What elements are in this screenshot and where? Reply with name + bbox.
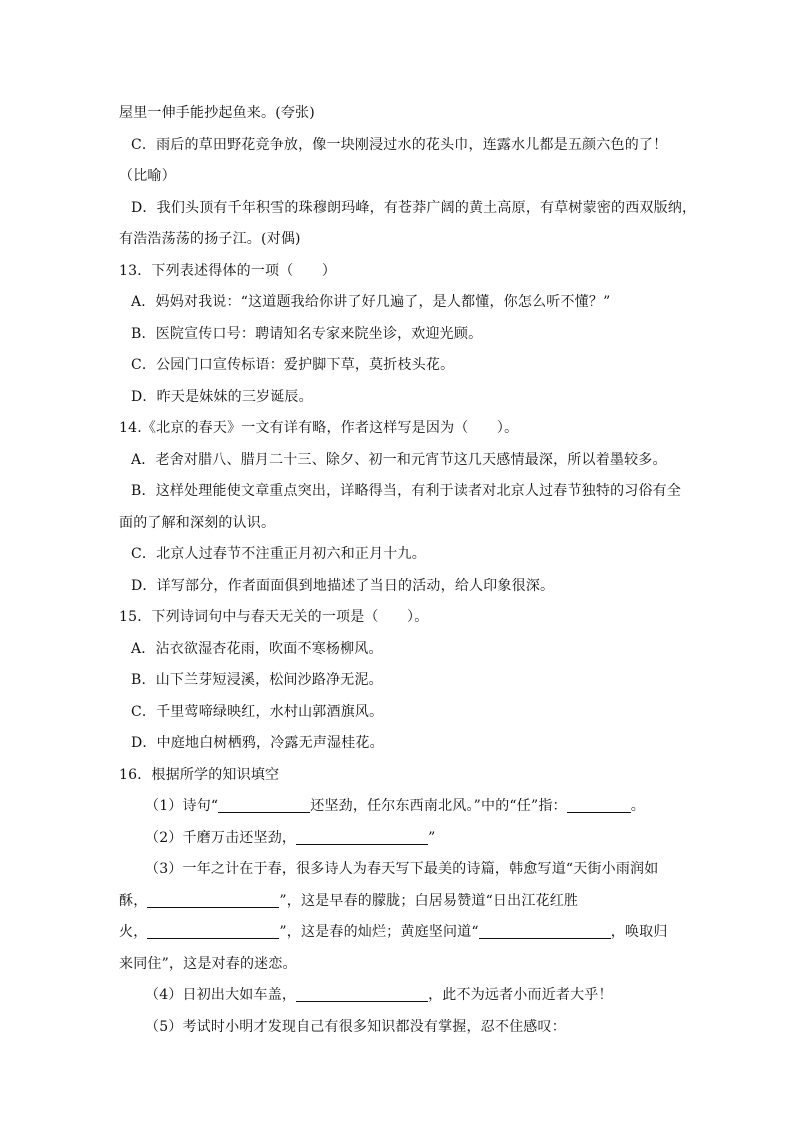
q16-item-3-line-4: 来同住”，这是对春的迷恋。 — [119, 956, 297, 972]
answer-blank[interactable] — [147, 923, 279, 939]
answer-blank[interactable] — [218, 797, 310, 813]
q16-item-3-line-1: （3）一年之计在于春，很多诗人为春天写下最美的诗篇，韩愈写道“天街小雨润如 — [145, 861, 659, 877]
q14-option-a: A．老舍对腊八、腊月二十三、除夕、初一和元宵节这几天感情最深，所以着墨较多。 — [131, 452, 667, 468]
q14-option-b: B．这样处理能使文章重点突出，详略得当，有利于读者对北京人过春节独特的习俗有全 — [131, 483, 682, 499]
q14-option-d: D．详写部分，作者面面俱到地描述了当日的活动，给人印象很深。 — [131, 578, 555, 594]
question-16-stem: 16．根据所学的知识填空 — [119, 767, 280, 783]
q16-item-3-line-3: 火， ”，这是春的灿烂；黄庭坚问道“ ，唤取归 — [119, 924, 668, 940]
option-b-cont: 屋里一伸手能抄起鱼来。(夸张) — [119, 105, 315, 121]
option-c-cont: （比喻） — [119, 168, 176, 184]
q16-item-3-line-2: 酥， ”，这是早春的朦胧；白居易赞道“日出江花红胜 — [119, 893, 579, 909]
answer-blank[interactable] — [147, 892, 279, 908]
q16-item-5: （5）考试时小明才发现自己有很多知识都没有掌握，忍不住感叹： — [145, 1019, 566, 1035]
question-15-stem: 15．下列诗词句中与春天无关的一项是（ ）。 — [119, 609, 429, 625]
q16-2-text-b: ” — [428, 830, 436, 846]
q16-2-text-a: （2）千磨万击还坚劲， — [145, 830, 297, 846]
q14-option-c: C．北京人过春节不注重正月初六和正月十九。 — [131, 546, 426, 562]
answer-blank[interactable] — [296, 986, 428, 1002]
q14-option-b-cont: 面的了解和深刻的认识。 — [119, 515, 276, 531]
q15-option-b: B．山下兰芽短浸溪，松间沙路净无泥。 — [131, 672, 383, 688]
option-c-text: C．雨后的草田野花竞争放，像一块刚浸过水的花头巾，连露水儿都是五颜六色的了！ — [131, 137, 668, 153]
q13-option-b: B．医院宣传口号：聘请知名专家来院坐诊，欢迎光顾。 — [131, 326, 483, 342]
q13-option-d: D．昨天是妹妹的三岁诞辰。 — [131, 389, 313, 405]
answer-blank[interactable] — [567, 797, 631, 813]
option-d-text: D．我们头顶有千年积雪的珠穆朗玛峰，有苍莽广阔的黄土高原，有草树蒙密的西双版纳， — [131, 200, 697, 216]
q16-1-text-b: 还坚劲，任尔东西南北风。”中的“任”指： — [310, 798, 567, 814]
question-14-stem: 14.《北京的春天》一文有详有略，作者这样写是因为（ ）。 — [119, 420, 519, 436]
question-13-stem: 13．下列表述得体的一项（ ） — [119, 263, 337, 279]
q16-item-1 — [145, 796, 645, 816]
q15-option-a: A．沾衣欲湿杏花雨，吹面不寒杨柳风。 — [131, 641, 383, 657]
q16-item-4: （4）日初出大如车盖， ，此不为远者小而近者大乎！ — [145, 987, 613, 1003]
q16-item-2 — [145, 828, 435, 848]
q16-1-text-c: 。 — [630, 798, 645, 814]
q15-option-c: C．千里莺啼绿映红，水村山郭酒旗风。 — [131, 704, 384, 720]
q13-option-c: C．公园门口宣传标语：爱护脚下草，莫折枝头花。 — [131, 357, 455, 373]
q15-option-d: D．中庭地白树栖鸦，冷露无声湿桂花。 — [131, 735, 384, 751]
q16-1-text-a: （1）诗句“ — [145, 798, 219, 814]
q13-option-a: A．妈妈对我说：“这道题我给你讲了好几遍了，是人都懂，你怎么听不懂？” — [131, 294, 611, 310]
option-d-cont: 有浩浩荡荡的扬子江。(对偶) — [119, 231, 301, 247]
answer-blank[interactable] — [296, 829, 428, 845]
answer-blank[interactable] — [479, 923, 611, 939]
